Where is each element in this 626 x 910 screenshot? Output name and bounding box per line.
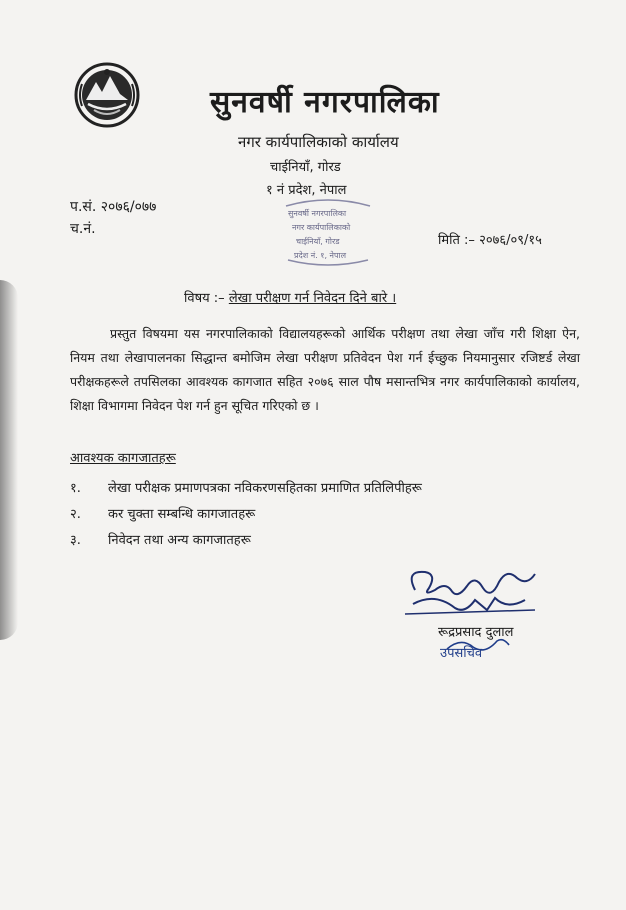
- municipality-title: सुनवर्षी नगरपालिका: [210, 85, 440, 120]
- list-item-text: लेखा परीक्षक प्रमाणपत्रका नविकरणसहितका प्रमाणित प्रतिलिपीहरू: [108, 481, 422, 496]
- government-emblem-icon: [72, 60, 142, 130]
- signer-name: रूद्रप्रसाद दुलाल: [438, 625, 514, 640]
- stamp-line-3: चाईनियाँ, गोरड: [296, 237, 340, 246]
- subject-line: [184, 288, 396, 306]
- list-item-number: ३.: [70, 533, 81, 548]
- letter-number: प.सं. २०७६/०७७: [70, 199, 157, 215]
- list-item-number: १.: [70, 481, 81, 496]
- subject-label: विषय :–: [184, 291, 225, 306]
- handwritten-signature-icon: [395, 560, 545, 620]
- list-item: [70, 478, 422, 496]
- stamp-line-2: नगर कार्यपालिकाको: [292, 223, 351, 232]
- office-location: चाईनियाँ, गोरड: [270, 160, 341, 175]
- signer-title: उपसचिव: [440, 646, 483, 661]
- letter-date: मिति :– २०७६/०९/१५: [438, 233, 542, 248]
- list-item-text: कर चुक्ता सम्बन्धि कागजातहरू: [108, 507, 256, 522]
- office-stamp-icon: [278, 198, 378, 268]
- stamp-line-1: सुनवर्षी नगरपालिका: [288, 209, 347, 218]
- list-item: [70, 530, 251, 548]
- subject-text: लेखा परीक्षण गर्न निवेदन दिने बारे ।: [228, 291, 397, 306]
- list-item: [70, 504, 255, 522]
- body-text: प्रस्तुत विषयमा यस नगरपालिकाको विद्यालयहरूको आर्थिक परीक्षण तथा लेखा जाँच गरी शिक्षा ऐन, नियम तथा लेखापालनका सिद्धान्त बमोजिम लेखा परीक्षण प्रतिवेदन पेश गर्न ईच्छुक नियमानुसार रजिष्टर्ड लेखा परीक्षकहरूले तपसिलका आवश्यक कागजात सहित २०७६ साल पौष मसान्तभित्र नगर कार्यपालिकाको कार्यालय, शिक्षा विभागमा निवेदन पेश गर्न हुन सूचित गरिएको छ ।: [70, 326, 580, 413]
- office-name: नगर कार्यपालिकाको कार्यालय: [238, 133, 399, 151]
- list-item-number: २.: [70, 507, 81, 522]
- body-paragraph: [70, 322, 580, 418]
- stamp-line-4: प्रदेश नं. १, नेपाल: [294, 251, 347, 260]
- dispatch-number: च.नं.: [70, 221, 96, 237]
- reference-block: [70, 196, 156, 240]
- required-docs-heading: आवश्यक कागजातहरू: [70, 451, 176, 466]
- province-line: १ नं प्रदेश, नेपाल: [266, 183, 347, 198]
- page-edge-shadow: [0, 280, 18, 640]
- list-item-text: निवेदन तथा अन्य कागजातहरू: [108, 533, 251, 548]
